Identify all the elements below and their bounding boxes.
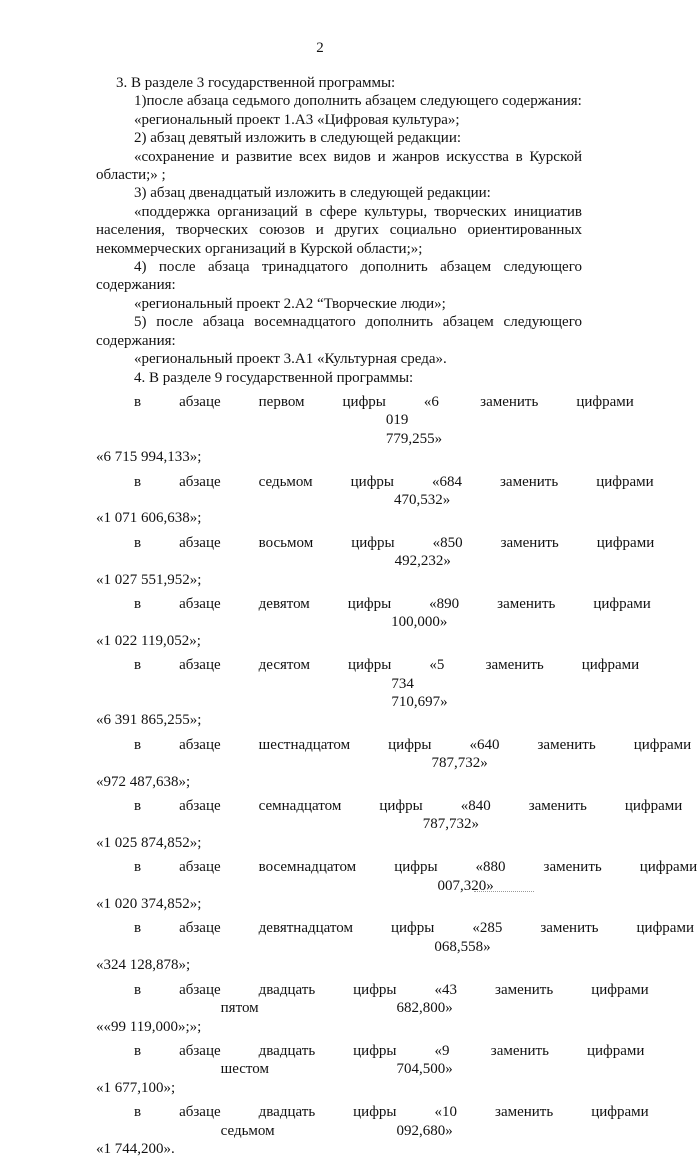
replacement-line xyxy=(96,393,634,448)
replacement-word: заменить xyxy=(528,798,587,815)
document-body xyxy=(96,74,697,1158)
replacement-line xyxy=(96,1042,645,1079)
replacement-word: абзаце xyxy=(179,798,221,815)
replacement-new-value: ««99 119,000»;»; xyxy=(96,1018,202,1035)
replacement-word: двадцать шестом xyxy=(220,1042,316,1078)
replacement-word: абзаце xyxy=(179,473,221,490)
replacement-line xyxy=(96,656,640,711)
replacement-word: цифры xyxy=(353,1042,397,1059)
replacement-word: шестнадцатом xyxy=(258,736,351,753)
replacement-word: абзаце xyxy=(179,736,221,753)
replacement-word: семнадцатом xyxy=(258,798,342,815)
replacement-word: цифрами xyxy=(596,473,654,490)
replacement-word: цифры xyxy=(347,595,392,612)
replacement-word: заменить xyxy=(495,981,554,998)
replacement-paragraph xyxy=(96,1042,645,1097)
replacement-word: цифрами xyxy=(624,798,683,815)
replacement-paragraph xyxy=(96,736,692,791)
replacement-word: девятом xyxy=(258,595,310,612)
replacement-paragraph xyxy=(96,1103,649,1158)
item-4-paragraph: 4) после абзаца тринадцатого дополнить абзацем следующего содержания: xyxy=(96,259,582,294)
replacement-word: цифры xyxy=(347,657,392,674)
replacement-word: абзаце xyxy=(179,1042,221,1059)
replacement-word: в xyxy=(134,736,142,753)
replacement-new-value: «1 744,200». xyxy=(96,1140,175,1157)
replacement-word: в xyxy=(134,1104,142,1121)
replacement-word: цифры xyxy=(351,534,395,551)
replacement-new-value: «1 022 119,052»; xyxy=(96,632,201,649)
replacement-new-value: «1 025 874,852»; xyxy=(96,834,202,851)
replacement-new-value: «972 487,638»; xyxy=(96,773,191,790)
replacement-word: «285 068,558» xyxy=(434,920,503,955)
replacement-word: абзаце xyxy=(179,1104,221,1121)
replacement-paragraph xyxy=(96,858,697,913)
item-3-paragraph: 3) абзац двенадцатый изложить в следующей редакции: xyxy=(134,185,491,202)
replacement-word: «640 787,732» xyxy=(431,736,500,772)
replacement-word: восьмом xyxy=(258,534,314,551)
replacement-line xyxy=(96,858,697,895)
replacement-word: в xyxy=(134,798,142,815)
replacement-word: заменить xyxy=(540,920,599,937)
replacement-word: восемнадцатом xyxy=(258,859,357,876)
replacement-word: заменить xyxy=(497,595,556,612)
replacement-word: цифрами xyxy=(591,1104,649,1121)
replacement-word: «890 100,000» xyxy=(391,595,460,631)
replacement-word: в xyxy=(134,920,142,937)
replacement-word: цифры xyxy=(350,473,394,490)
replacement-word: «840 787,732» xyxy=(422,798,491,833)
replacement-word: заменить xyxy=(500,534,559,551)
replacement-word: абзаце xyxy=(179,920,221,937)
replacement-word: абзаце xyxy=(179,393,221,410)
replacement-word: в xyxy=(134,859,142,876)
replacement-word: в xyxy=(134,473,142,490)
replacement-word: девятнадцатом xyxy=(258,920,353,937)
item-2-paragraph: 2) абзац девятый изложить в следующей редакции: xyxy=(134,130,462,147)
replacement-word: в xyxy=(134,595,142,612)
replacement-word: «6 019 779,255» xyxy=(385,393,443,447)
page-number: 2 xyxy=(316,40,324,56)
replacement-word: заменить xyxy=(485,657,544,674)
replacement-word: «880 007,320» xyxy=(437,859,506,894)
replacement-line xyxy=(96,595,651,632)
replacement-word: заменить xyxy=(500,473,559,490)
replacement-paragraph xyxy=(96,656,640,730)
replacement-word: цифрами xyxy=(636,920,694,937)
replacement-new-value: «6 715 994,133»; xyxy=(96,449,202,466)
replacement-word: заменить xyxy=(495,1104,554,1121)
replacement-word: в xyxy=(134,534,142,551)
replacement-paragraph xyxy=(96,393,634,467)
replacement-paragraph xyxy=(96,981,649,1036)
replacement-word: заменить xyxy=(480,393,539,410)
replacement-paragraph xyxy=(96,595,651,650)
replacement-line xyxy=(96,736,692,773)
replacement-word: заменить xyxy=(543,859,602,876)
replacement-word: цифрами xyxy=(639,859,697,876)
replacement-word: цифры xyxy=(379,798,423,815)
project-2a2-paragraph: «региональный проект 2.А2 “Творческие люди»; xyxy=(134,295,446,312)
replacement-word: «684 470,532» xyxy=(394,473,462,508)
replacement-word: абзаце xyxy=(179,981,221,998)
replacement-new-value: «324 128,878»; xyxy=(96,957,191,974)
replacement-line xyxy=(96,534,655,571)
replacement-word: двадцать седьмом xyxy=(220,1104,316,1139)
replacement-word: цифрами xyxy=(576,393,634,410)
replacement-word: цифрами xyxy=(593,595,651,612)
replacement-word: десятом xyxy=(258,657,310,674)
replacement-word: абзаце xyxy=(179,859,221,876)
replacement-word: цифры xyxy=(394,859,438,876)
replacement-word: абзаце xyxy=(179,657,221,674)
replacement-word: абзаце xyxy=(179,595,221,612)
replacement-word: цифрами xyxy=(581,657,640,674)
replacement-new-value: «1 071 606,638»; xyxy=(96,510,202,527)
replacement-word: заменить xyxy=(537,736,596,753)
replacement-word: абзаце xyxy=(179,534,221,551)
replacement-word: в xyxy=(134,1042,142,1059)
scan-artifact xyxy=(474,891,534,893)
replacement-word: заменить xyxy=(490,1042,549,1059)
replacement-paragraph xyxy=(96,919,694,974)
replacement-word: двадцать пятом xyxy=(220,981,316,1017)
replacement-line xyxy=(96,919,694,956)
replacement-word: цифрами xyxy=(596,534,655,551)
replacement-new-value: «1 677,100»; xyxy=(96,1079,176,1096)
replacement-word: первом xyxy=(258,393,305,410)
replacement-word: в xyxy=(134,393,142,410)
replacement-word: в xyxy=(134,657,142,674)
organizations-support-paragraph: «поддержка организаций в сфере культуры, творческих инициатив населения, творческих союзов и других социально ориентированных некоммерческих организаций в Курской области;»; xyxy=(96,203,582,257)
replacement-word: цифрами xyxy=(633,736,692,753)
replacement-line xyxy=(96,1103,649,1140)
replacement-word: в xyxy=(134,981,142,998)
project-1a3-paragraph: «региональный проект 1.А3 «Цифровая культура»; xyxy=(134,111,460,128)
replacement-list xyxy=(96,393,697,1158)
arts-preservation-paragraph: «сохранение и развитие всех видов и жанров искусства в Курской области;» ; xyxy=(96,148,582,184)
replacement-word: «43 682,800» xyxy=(396,981,458,1017)
replacement-word: цифры xyxy=(353,1104,397,1121)
section-9-heading: 4. В разделе 9 государственной программы: xyxy=(134,369,414,386)
replacement-paragraph xyxy=(96,797,683,852)
replacement-word: «10 092,680» xyxy=(396,1104,458,1139)
replacement-word: «9 704,500» xyxy=(396,1042,453,1078)
replacement-new-value: «6 391 865,255»; xyxy=(96,712,202,729)
replacement-word: цифры xyxy=(388,736,432,753)
replacement-word: «850 492,232» xyxy=(394,534,463,570)
replacement-new-value: «1 020 374,852»; xyxy=(96,896,202,913)
replacement-paragraph xyxy=(96,534,655,589)
replacement-word: цифры xyxy=(342,393,386,410)
replacement-line xyxy=(96,981,649,1018)
replacement-word: «5 734 710,697» xyxy=(391,657,448,710)
replacement-word: цифры xyxy=(353,981,397,998)
replacement-word: седьмом xyxy=(258,473,313,490)
item-5-paragraph: 5) после абзаца восемнадцатого дополнить абзацем следующего содержания: xyxy=(96,314,582,349)
section-3-heading: 3. В разделе 3 государственной программы: xyxy=(116,75,396,91)
project-3a1-paragraph: «региональный проект 3.А1 «Культурная среда». xyxy=(134,351,447,368)
replacement-line xyxy=(96,797,683,834)
item-1-paragraph: 1)после абзаца седьмого дополнить абзацем следующего содержания: xyxy=(134,93,582,110)
replacement-paragraph xyxy=(96,473,654,528)
replacement-new-value: «1 027 551,952»; xyxy=(96,571,202,588)
replacement-word: цифры xyxy=(390,920,435,937)
replacement-word: цифрами xyxy=(591,981,649,998)
replacement-line xyxy=(96,473,654,510)
replacement-word: цифрами xyxy=(586,1042,645,1059)
